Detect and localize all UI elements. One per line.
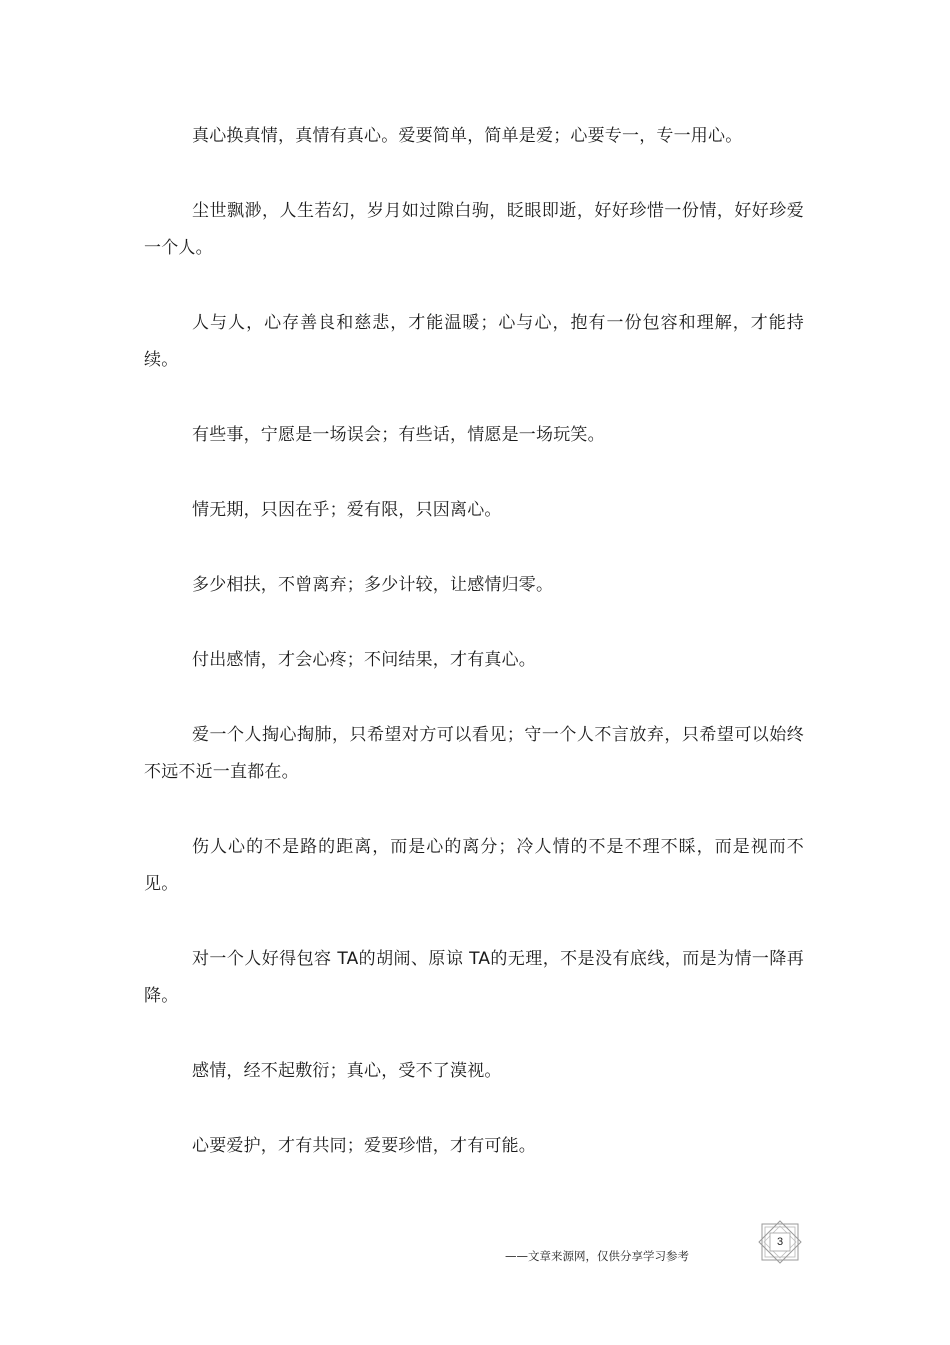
paragraph-12: 心要爱护，才有共同；爱要珍惜，才有可能。	[192, 1136, 536, 1156]
paragraph-10: 对一个人好得包容 TA的胡闹、原谅 TA的无理，不是没有底线，而是为情一降再降。	[144, 949, 804, 1006]
paragraph-7: 付出感情，才会心疼；不问结果，才有真心。	[192, 650, 536, 670]
paragraph-4: 有些事，宁愿是一场误会；有些话，情愿是一场玩笑。	[192, 425, 605, 445]
paragraph-2: 尘世飘渺，人生若幻，岁月如过隙白驹，眨眼即逝，好好珍惜一份情，好好珍爱一个人。	[144, 201, 804, 258]
paragraph-5: 情无期，只因在乎；爱有限，只因离心。	[192, 500, 502, 520]
document-body	[144, 118, 804, 1203]
page-number-badge	[756, 1220, 804, 1264]
paragraph-6: 多少相扶，不曾离弃；多少计较，让感情归零。	[192, 575, 554, 595]
paragraph-11: 感情，经不起敷衍；真心，受不了漠视。	[192, 1061, 502, 1081]
paragraph-9: 伤人心的不是路的距离，而是心的离分；冷人情的不是不理不睬，而是视而不见。	[144, 837, 804, 894]
footer-source-note: ——文章来源网，仅供分享学习参考	[505, 1249, 689, 1263]
paragraph-1: 真心换真情，真情有真心。爱要简单，简单是爱；心要专一，专一用心。	[192, 126, 743, 146]
page-number: 3	[776, 1236, 784, 1248]
paragraph-3: 人与人，心存善良和慈悲，才能温暖；心与心，抱有一份包容和理解，才能持续。	[144, 313, 804, 370]
paragraph-8: 爱一个人掏心掏肺，只希望对方可以看见；守一个人不言放弃，只希望可以始终不远不近一直都在。	[144, 725, 804, 782]
